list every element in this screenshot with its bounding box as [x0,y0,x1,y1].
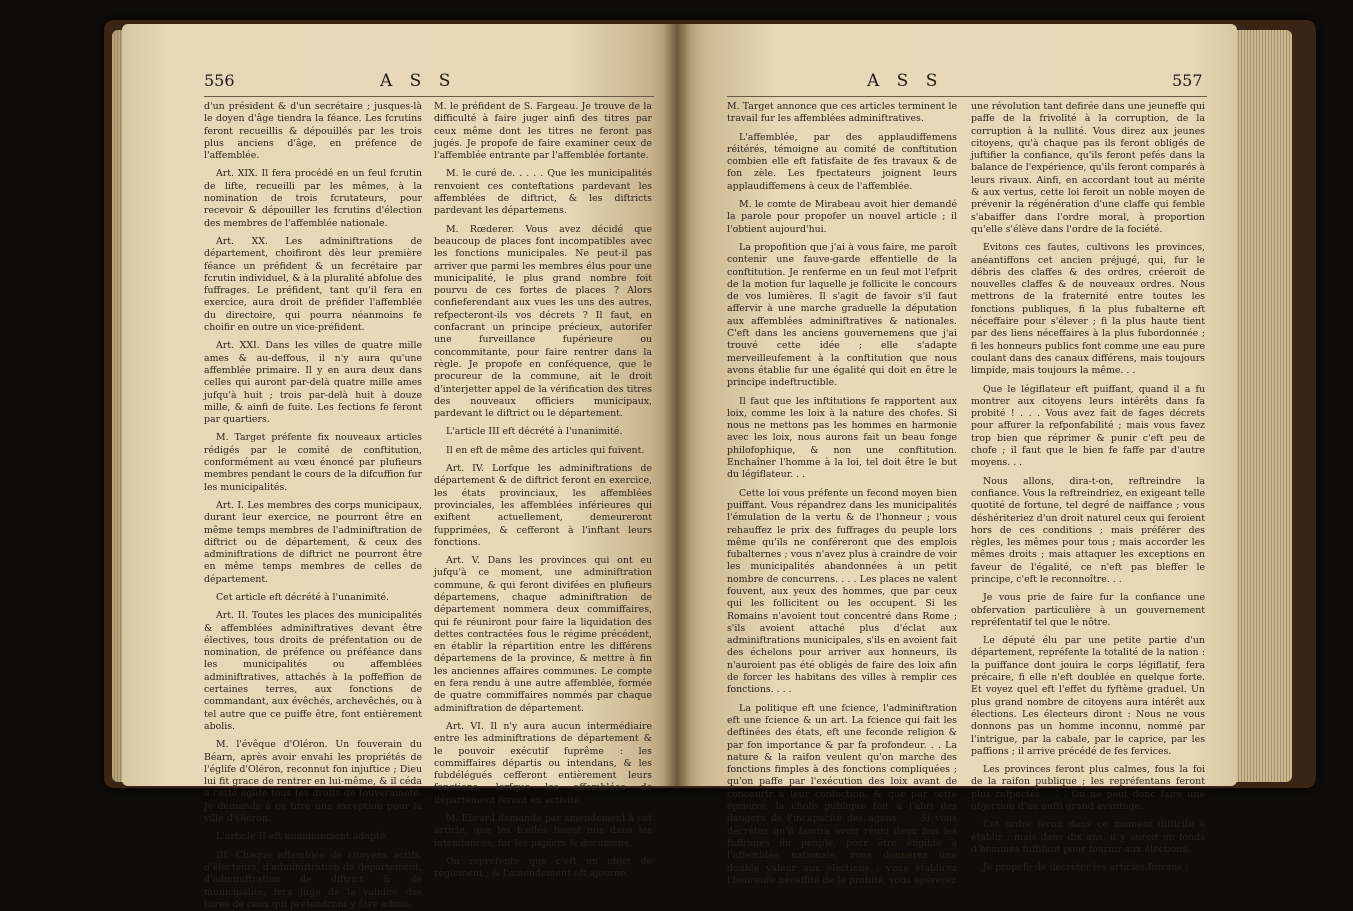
paragraph: Evitons ces fautes, cultivons les provinces, anéantiffons cet ancien préjugé, qui, fur le débris des claffes & des ordres, créeroit de nouvelles claffes & de nouveaux ordres. Nous mettrons de la fraternité entre toutes les fonctions publiques, fi la plus fubalterne eft néceffaire pour s'élever ; fi la plus haute tient par des liens néceffaires à la plus fubordonnée ; fi les honneurs publics font comme une eau pure coulant dans des canaux différens, mais toujours limpide, mais toujours la même. . . [971,242,1205,377]
paragraph: On repréfente que c'eft un objet de règlement ; & l'amendement eft ajourné. [434,855,652,880]
right-running-head: A S S [867,71,944,91]
left-column-2 [434,101,652,880]
paragraph: Que le légiflateur eft puiffant, quand il a fu montrer aux citoyens leurs intérêts dans fa probité ! . . . Vous avez fait de fages décrets pour affurer la refponfabilité ; mais vous favez trop bien que réprimer & punir c'eft peu de chofe ; il faut que le bien fe faffe par d'autre moyens. . . [971,383,1205,469]
right-column-1 [727,101,957,886]
paragraph: L'article III eft décrété à l'unanimité. [446,426,623,438]
left-page [122,24,677,910]
paragraph: Art. XX. Les adminiftrations de département, choifiront dès leur première féance un préfident & un fecrétaire par fcrutin individuel, & à la pluralité abfolue des fuffrages. Le préfident, tant qu'il fera en exercice, aura droit de préfider l'affemblée du directoire, qui pourra néanmoins fe choifir en outre un vice-préfident. [204,235,422,334]
paragraph: Le député élu par une petite partie d'un département, repréfente la totalité de la nation : la puiffance dont jouira le corps légiflatif, fera précaire, fi elle n'eft doublée en quelque forte. Et voyez quel eft l'effet du fyftème graduel. Un plus grand nombre de citoyens aura intérêt aux élections. Les électeurs diront : Nous ne vous donnons pas un homme inconnu, nommé par l'intrigue, par la cabale, par le caprice, par les paffions ; il arrive précédé de fes fervices. [971,635,1205,757]
paragraph: Art. I. Les membres des corps municipaux, durant leur exercice, ne pourront être en même temps membres de l'adminiftration de diftrict ou de département, & ceux des adminiftrations de diftrict ne pourront être en même temps membres de celles de département. [204,499,422,585]
paragraph: Nous allons, dira-t-on, reftreindre la confiance. Vous la reftreindriez, en exigeant telle quotité de fortune, tel degré de naiffance ; vous déshériteriez d'un droit naturel ceux qui feroient hors de ces conditions ; mais préférer des règles, les mêmes pour tous ; mais accorder les mêmes droits ; mais attaquer les exceptions en faveur de l'égalité, ce n'eft pas bleffer le principe, c'eft le reconnoître. . . [971,475,1205,585]
right-page-stack [1230,30,1292,782]
paragraph: M. le préfident de S. Fargeau. Je trouve de la difficulté à faire juger ainfi des titres par ceux même dont les titres ne feront pas jugés. Je propofe de faire examiner ceux de l'affemblée entrante par l'affemblée fortante. [434,101,652,162]
book-gutter [664,24,690,786]
right-column-2 [971,101,1205,874]
paragraph: La propofition que j'ai à vous faire, me paroît contenir une fauve-garde effentielle de la conftitution. Je renferme en un feul mot l'efprit de la motion fur laquelle je follicite le concours de vos lumières. Il s'agit de favoir s'il faut affervir à une marche graduelle la députation aux affemblées adminiftratives & nationales. C'eft dans les anciens gouvernemens que j'ai trouvé cette idée ; elle s'adapte merveilleufement à la conftitution que nous avons établie fur une égalité qui doit en être le principe indeftructible. [727,241,957,389]
paragraph: M. Target préfente fix nouveaux articles rédigés par le comité de conftitution, conformément au vœu énoncé par plufieurs membres pendant le cours de la difcuffion fur les municipalités. [204,432,423,493]
left-running-head: A S S [380,71,457,91]
right-header-rule [727,96,1207,97]
left-page-number: 556 [204,71,235,90]
paragraph: Art. IV. Lorfque les adminiftrations de département & de diftrict feront en exercice, les états provinciaux, les affemblées provinciales, les affemblées inférieures qui exiftent actuellement, demeureront fupprimées, & cefferont à l'inftant leurs fonctions. [434,463,652,548]
paragraph: Cette loi vous préfente un fecond moyen bien puiffant. Vous répandrez dans les municipalités l'émulation de la vertu & de l'honneur ; vous rehauffez le prix des fuffrages du peuple lors même qu'ils ne conféreront que des emplois fubalternes ; vous n'avez plus à craindre de voir les municipalités abandonnées à un petit nombre de concurrens. . . . Les places ne valent fouvent, aux yeux des hommes, que par ceux qui les follicitent ou les occupent. Si les Romains n'avoient tout concentré dans Rome ; s'ils avoient attaché plus d'éclat aux adminiftrations municipales, s'ils en avoient fait des échelons pour arriver aux honneurs, ils n'auroient pas été obligés de faire des loix afin de forcer les habitans des villes à remplir ces fonctions. . . . [727,487,957,696]
paragraph: L'affemblée, par des applaudiffemens réitérés, témoigne au comité de conftitution combien elle eft fatisfaite de fes travaux & de fon zèle. Les fpectateurs joignent leurs applaudiffemens à ceux de l'affemblée. [727,131,957,192]
paragraph: Je propofe de décréter les articles fuivans : [983,862,1189,874]
paragraph: Les provinces feront plus calmes, fous la foi de la raifon publique ; les repréfentans feront plus refpectés. . . . On ne peut donc faire une objection d'un auffi grand avantage. [971,764,1205,813]
paragraph: III. Chaque affemblée de citoyens actifs, d'électeurs, d'adminiftration de département, d'adminiftration de diftrict & de municipalité, fera juge de la validité des titres de ceux qui prétendront y être admis. [204,849,422,910]
right-page [677,24,1237,886]
paragraph: Il en eft de même des articles qui fuivent. [446,444,645,456]
paragraph: d'un président & d'un secrétaire ; jusques-là le doyen d'âge tiendra la féance. Les fcrutins feront recueillis & dépouillés par les trois plus anciens d'âge, en préfence de l'affemblée. [204,101,422,162]
paragraph: M. le curé de. . . . . Que les municipalités renvoient ces conteftations pardevant les affemblées de diftrict, & les diftricts pardevant les départemens. [434,168,652,217]
paragraph: Je vous prie de faire fur la confiance une obfervation particulière à un gouvernement repréfentatif tel que le nôtre. [971,592,1205,628]
paragraph: Il faut que les inftitutions fe rapportent aux loix, comme les loix à la nature des chofes. Si nous ne mettons pas les hommes en harmonie avec les loix, nous aurons fait un beau fonge philofophique, & non une conftitution. Enchaîner l'homme à la loi, tel doit être le but du légiflateur. . . [727,395,957,481]
paragraph: M. le comte de Mirabeau avoit hier demandé la parole pour propofer un nouvel article ; il l'obtient aujourd'hui. [727,199,957,235]
paragraph: Art. II. Toutes les places des municipalités & affemblées adminiftratives devant être électives, tous droits de préfentation ou de nomination, de préfence ou préféance dans les municipalités ou affemblées adminiftratives, attachés à la poffeffion de certaines terres, aux fonctions de commandant, aux évêchés, archevêchés, ou à tel autre que ce puiffe être, font entièrement abolis. [204,610,422,732]
paragraph: M. Rœderer. Vous avez décidé que beaucoup de places font incompatibles avec les fonctions municipales. Ne peut-il pas arriver que parmi les membres élus pour une municipalité, le plus grand nombre foit pourvu de ces fortes de places ? Alors confieferendant aux vues les uns des autres, refpecteront-ils vos décrets ? Il faut, en confacrant un principe précieux, autorifer une furveillance fupérieure ou concommitante, pour faire rentrer dans la règle. Je propofe en conféquence, que le procureur de la commune, ait le droit d'interjetter appel de la vérification des titres des nouveaux officiers municipaux, pardevant le diftrict ou le département. [434,223,652,420]
paragraph: La politique eft une fcience, l'adminiftration eft une fcience & un art. La fcience qui fait les deftinées des états, eft une feconde religion & par fon importance & par fa profondeur. . . La nature & la raifon veulent qu'on marche des fonctions fimples à des fonctions compliquées ; qu'on paffe par l'exécution des loix avant de concourir à leur confection, & que par cette épreuve, la chofe publique foit à l'abri des dangers de l'incapacité des agens. . . Si vous décrétez qu'il faudra avoir réuni deux fois les fuffrages du peuple, pour être éligible à l'affemblée nationale, vous donnerez une double valeur aux élections ; vous établirez l'heureufe néceffité de la probité, vous opérerez [727,702,957,886]
paragraph: Cet ordre feroit dans ce moment difficile à établir ; mais dans dix ans, il y auroit un fonds d'hommes fuffifant pour fournir aux élections. [971,819,1205,855]
left-header-rule [204,96,654,97]
paragraph: L'article II eft unanimement adopté. [216,831,389,843]
paragraph: Cet article eft décrété à l'unanimité. [216,591,390,603]
paragraph: Art. XIX. Il fera procédé en un feul fcrutin de lifte, recueilli par les mêmes, à la nomination de trois fcrutateurs, pour recevoir & dépouiller les fcrutins d'élection des membres de l'affemblée nationale. [204,168,422,229]
paragraph: M. Target annonce que ces articles terminent le travail fur les affemblées adminiftratives. [727,101,957,125]
left-column-1 [204,101,423,910]
paragraph: M. Ebrard demande par amendement à cet article, que les fcellés foient mis dans les intendances, fur les papiers & documens. [434,813,652,849]
paragraph: M. l'évêque d'Oléron. Un fouverain du Béarn, après avoir envahi les propriétés de l'églife d'Oléron, reconnut fon injuftice ; Dieu lui fit grace de rentrer en lui-même, & il céda à cette églife tous fes droits de fouveraineté. Je demande à ce titre une exception pour la ville d'Oléron. [204,739,422,825]
paragraph: Art. VI. Il n'y aura aucun intermédiaire entre les adminiftrations de département & le pouvoir exécutif fuprême : les commiffaires départis ou intendans, & les fubdélégués cefferont entièrement leurs fonctions, lorfque les affemblées de département feront en activité. [434,720,652,806]
paragraph: Art. V. Dans les provinces qui ont eu jufqu'à ce moment, une adminiftration commune, & qui feront divifées en plufieurs départemens, chaque adminiftration de département nommera deux commiffaires, qui fe réuniront pour faire la liquidation des dettes contractées fous le régime précédent, en établir la répartition entre les différens départemens de la province, & mettre à fin les anciennes affaires communes. Le compte en fera rendu à une autre affemblée, formée de quatre commiffaires nommés par chaque adminiftration de département. [434,555,652,714]
paragraph: Art. XXI. Dans les villes de quatre mille ames & au-deffous, il n'y aura qu'une affemblée primaire. Il y en aura deux dans celles qui auront par-delà quatre mille ames jufqu'à huit ; trois par-delà huit à douze mille, & ainfi de fuite. Les fections fe feront par quartiers. [204,340,422,426]
right-page-number: 557 [1172,71,1203,90]
paragraph: une révolution tant defirée dans une jeuneffe qui paffe de la frivolité à la corruption, de la corruption à la nullité. Vous direz aux jeunes citoyens, qu'à chaque pas ils feront obligés de juftifier la confiance, qu'ils feront pefés dans la balance de l'expérience, qu'ils feront comparés à leurs rivaux. Ainfi, en accordant tout au mérite & aux vertus, cette loi feroit un noble moyen de prévenir la régénération d'une claffe qui femble s'abaiffer dans l'ordre moral, à proportion qu'elle s'élève dans l'ordre de la fociété. [971,101,1205,235]
